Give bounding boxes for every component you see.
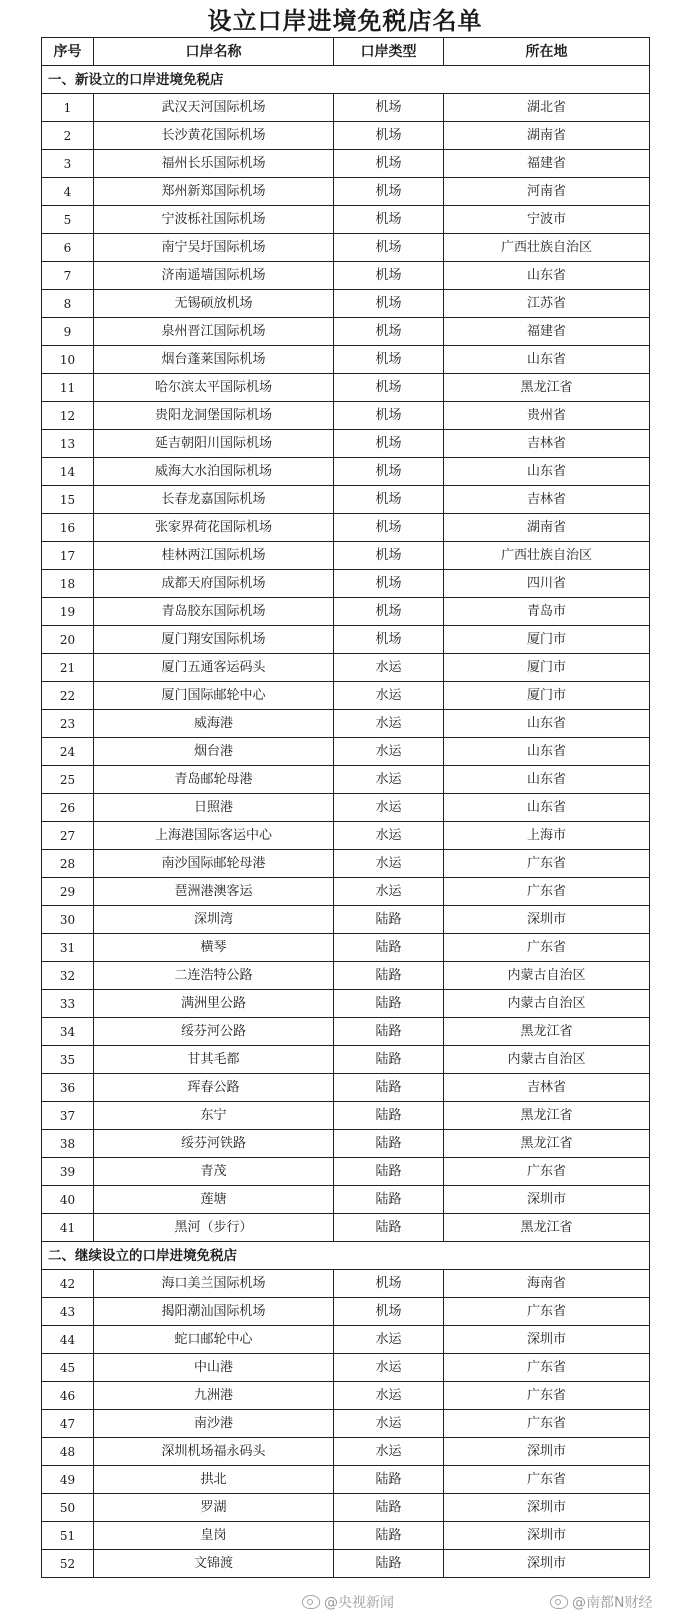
cell-location: 山东省 [444, 458, 650, 486]
cell-port-name: 皇岗 [94, 1522, 334, 1550]
table-row [42, 1074, 650, 1102]
cell-location: 广东省 [444, 1354, 650, 1382]
cell-location: 山东省 [444, 766, 650, 794]
cell-port-type: 机场 [334, 206, 444, 234]
table-row [42, 178, 650, 206]
section-label: 二、继续设立的口岸进境免税店 [42, 1242, 650, 1270]
cell-location: 山东省 [444, 262, 650, 290]
cell-location: 青岛市 [444, 598, 650, 626]
cell-seq: 37 [42, 1102, 94, 1130]
table-row [42, 934, 650, 962]
section-label: 一、新设立的口岸进境免税店 [42, 66, 650, 94]
cell-seq: 3 [42, 150, 94, 178]
cell-location: 福建省 [444, 150, 650, 178]
cell-seq: 21 [42, 654, 94, 682]
cell-location: 厦门市 [444, 682, 650, 710]
cell-port-type: 机场 [334, 346, 444, 374]
cell-location: 厦门市 [444, 654, 650, 682]
table-row [42, 570, 650, 598]
cell-seq: 5 [42, 206, 94, 234]
cell-seq: 43 [42, 1298, 94, 1326]
cell-port-name: 烟台港 [94, 738, 334, 766]
cell-port-type: 陆路 [334, 1102, 444, 1130]
cell-location: 山东省 [444, 346, 650, 374]
cell-port-type: 机场 [334, 570, 444, 598]
table-row [42, 962, 650, 990]
weibo-icon [550, 1595, 568, 1609]
table-row [42, 1382, 650, 1410]
cell-location: 广东省 [444, 1466, 650, 1494]
cell-port-type: 陆路 [334, 990, 444, 1018]
table-row [42, 542, 650, 570]
cell-port-type: 机场 [334, 262, 444, 290]
cell-seq: 20 [42, 626, 94, 654]
table-row [42, 122, 650, 150]
cell-port-type: 水运 [334, 682, 444, 710]
cell-port-type: 机场 [334, 290, 444, 318]
cell-location: 广西壮族自治区 [444, 542, 650, 570]
cell-location: 广东省 [444, 1382, 650, 1410]
cell-location: 黑龙江省 [444, 374, 650, 402]
cell-seq: 10 [42, 346, 94, 374]
cell-port-type: 水运 [334, 1326, 444, 1354]
table-row [42, 1326, 650, 1354]
table-row [42, 1186, 650, 1214]
cell-seq: 50 [42, 1494, 94, 1522]
cell-port-type: 水运 [334, 654, 444, 682]
cell-location: 深圳市 [444, 1326, 650, 1354]
cell-location: 深圳市 [444, 1438, 650, 1466]
table-row [42, 738, 650, 766]
cell-port-type: 机场 [334, 318, 444, 346]
cell-seq: 22 [42, 682, 94, 710]
cell-seq: 41 [42, 1214, 94, 1242]
cell-seq: 42 [42, 1270, 94, 1298]
table-row [42, 682, 650, 710]
cell-seq: 8 [42, 290, 94, 318]
cell-location: 海南省 [444, 1270, 650, 1298]
cell-port-type: 陆路 [334, 1130, 444, 1158]
cell-location: 湖南省 [444, 514, 650, 542]
cell-location: 湖南省 [444, 122, 650, 150]
table-row [42, 1522, 650, 1550]
cell-port-name: 武汉天河国际机场 [94, 94, 334, 122]
cell-location: 深圳市 [444, 1550, 650, 1578]
table-row [42, 1130, 650, 1158]
table-row [42, 822, 650, 850]
cell-port-type: 陆路 [334, 906, 444, 934]
cell-port-name: 深圳机场福永码头 [94, 1438, 334, 1466]
cell-port-name: 无锡硕放机场 [94, 290, 334, 318]
cell-port-type: 陆路 [334, 1494, 444, 1522]
cell-port-name: 厦门五通客运码头 [94, 654, 334, 682]
cell-seq: 23 [42, 710, 94, 738]
watermark-nandu [550, 1591, 652, 1613]
cell-seq: 46 [42, 1382, 94, 1410]
cell-seq: 4 [42, 178, 94, 206]
cell-seq: 30 [42, 906, 94, 934]
table-row [42, 1270, 650, 1298]
cell-port-name: 宁波栎社国际机场 [94, 206, 334, 234]
cell-port-type: 机场 [334, 150, 444, 178]
cell-port-name: 蛇口邮轮中心 [94, 1326, 334, 1354]
cell-port-name: 琶洲港澳客运 [94, 878, 334, 906]
cell-seq: 36 [42, 1074, 94, 1102]
cell-port-name: 绥芬河公路 [94, 1018, 334, 1046]
cell-location: 山东省 [444, 738, 650, 766]
cell-port-type: 陆路 [334, 934, 444, 962]
cell-seq: 34 [42, 1018, 94, 1046]
header-seq: 序号 [42, 38, 94, 66]
cell-port-type: 机场 [334, 486, 444, 514]
table-row [42, 710, 650, 738]
cell-port-type: 机场 [334, 458, 444, 486]
cell-seq: 19 [42, 598, 94, 626]
cell-port-name: 满洲里公路 [94, 990, 334, 1018]
cell-location: 上海市 [444, 822, 650, 850]
table-header-row [42, 38, 650, 66]
header-port-name: 口岸名称 [94, 38, 334, 66]
cell-seq: 25 [42, 766, 94, 794]
cell-seq: 26 [42, 794, 94, 822]
cell-location: 内蒙古自治区 [444, 990, 650, 1018]
cell-port-name: 九洲港 [94, 1382, 334, 1410]
cell-seq: 44 [42, 1326, 94, 1354]
table-row [42, 430, 650, 458]
cell-seq: 29 [42, 878, 94, 906]
cell-port-name: 烟台蓬莱国际机场 [94, 346, 334, 374]
cell-port-name: 拱北 [94, 1466, 334, 1494]
cell-port-name: 深圳湾 [94, 906, 334, 934]
cell-port-type: 机场 [334, 430, 444, 458]
cell-location: 宁波市 [444, 206, 650, 234]
cell-seq: 31 [42, 934, 94, 962]
cell-port-name: 青岛邮轮母港 [94, 766, 334, 794]
table-body [42, 66, 650, 1578]
cell-port-name: 成都天府国际机场 [94, 570, 334, 598]
cell-location: 四川省 [444, 570, 650, 598]
table-row [42, 598, 650, 626]
cell-port-type: 陆路 [334, 1046, 444, 1074]
cell-seq: 24 [42, 738, 94, 766]
cell-port-type: 陆路 [334, 1214, 444, 1242]
cell-seq: 11 [42, 374, 94, 402]
cell-port-name: 济南遥墙国际机场 [94, 262, 334, 290]
cell-seq: 9 [42, 318, 94, 346]
table-row [42, 234, 650, 262]
cell-port-name: 文锦渡 [94, 1550, 334, 1578]
cell-location: 广西壮族自治区 [444, 234, 650, 262]
cell-port-name: 揭阳潮汕国际机场 [94, 1298, 334, 1326]
cell-location: 厦门市 [444, 626, 650, 654]
cell-port-name: 贵阳龙洞堡国际机场 [94, 402, 334, 430]
table-row [42, 1494, 650, 1522]
table-row [42, 1550, 650, 1578]
cell-port-name: 威海港 [94, 710, 334, 738]
cell-port-name: 绥芬河铁路 [94, 1130, 334, 1158]
cell-location: 吉林省 [444, 486, 650, 514]
cell-port-name: 南沙港 [94, 1410, 334, 1438]
watermark-text: @央视新闻 [324, 1595, 394, 1611]
table-row [42, 1214, 650, 1242]
cell-seq: 13 [42, 430, 94, 458]
cell-port-type: 机场 [334, 598, 444, 626]
header-port-type: 口岸类型 [334, 38, 444, 66]
cell-port-type: 水运 [334, 1438, 444, 1466]
cell-location: 黑龙江省 [444, 1130, 650, 1158]
cell-port-name: 横琴 [94, 934, 334, 962]
cell-location: 广东省 [444, 934, 650, 962]
table-row [42, 1298, 650, 1326]
cell-port-name: 南沙国际邮轮母港 [94, 850, 334, 878]
table-row [42, 850, 650, 878]
cell-port-type: 陆路 [334, 1018, 444, 1046]
cell-port-name: 郑州新郑国际机场 [94, 178, 334, 206]
cell-port-type: 陆路 [334, 1186, 444, 1214]
table-row [42, 794, 650, 822]
cell-port-name: 珲春公路 [94, 1074, 334, 1102]
cell-seq: 49 [42, 1466, 94, 1494]
cell-port-name: 青岛胶东国际机场 [94, 598, 334, 626]
cell-seq: 16 [42, 514, 94, 542]
cell-port-name: 青茂 [94, 1158, 334, 1186]
cell-port-type: 机场 [334, 234, 444, 262]
watermark-cctv [302, 1591, 394, 1613]
cell-port-name: 厦门国际邮轮中心 [94, 682, 334, 710]
cell-port-type: 陆路 [334, 1550, 444, 1578]
table-row [42, 1438, 650, 1466]
cell-location: 深圳市 [444, 1186, 650, 1214]
cell-location: 湖北省 [444, 94, 650, 122]
cell-port-type: 陆路 [334, 1074, 444, 1102]
cell-port-name: 日照港 [94, 794, 334, 822]
table-row [42, 346, 650, 374]
cell-seq: 15 [42, 486, 94, 514]
table-row [42, 990, 650, 1018]
cell-port-type: 陆路 [334, 1158, 444, 1186]
cell-location: 深圳市 [444, 1522, 650, 1550]
cell-port-type: 机场 [334, 626, 444, 654]
cell-location: 山东省 [444, 794, 650, 822]
cell-port-name: 哈尔滨太平国际机场 [94, 374, 334, 402]
cell-seq: 27 [42, 822, 94, 850]
table-row [42, 458, 650, 486]
cell-port-type: 水运 [334, 738, 444, 766]
cell-seq: 32 [42, 962, 94, 990]
cell-location: 吉林省 [444, 1074, 650, 1102]
table-row [42, 1102, 650, 1130]
cell-seq: 52 [42, 1550, 94, 1578]
cell-port-type: 水运 [334, 850, 444, 878]
cell-seq: 47 [42, 1410, 94, 1438]
cell-seq: 35 [42, 1046, 94, 1074]
table-row [42, 626, 650, 654]
cell-port-name: 厦门翔安国际机场 [94, 626, 334, 654]
cell-seq: 45 [42, 1354, 94, 1382]
table-row [42, 1046, 650, 1074]
cell-location: 黑龙江省 [444, 1214, 650, 1242]
table-row [42, 1466, 650, 1494]
cell-port-type: 水运 [334, 1382, 444, 1410]
cell-seq: 28 [42, 850, 94, 878]
table-row [42, 1018, 650, 1046]
cell-port-type: 机场 [334, 1298, 444, 1326]
section-row [42, 1242, 650, 1270]
cell-port-type: 水运 [334, 878, 444, 906]
cell-port-type: 水运 [334, 710, 444, 738]
watermark-text: @南都N财经 [572, 1595, 653, 1611]
cell-seq: 17 [42, 542, 94, 570]
cell-seq: 48 [42, 1438, 94, 1466]
cell-location: 广东省 [444, 1158, 650, 1186]
cell-location: 广东省 [444, 1410, 650, 1438]
cell-seq: 40 [42, 1186, 94, 1214]
cell-port-name: 福州长乐国际机场 [94, 150, 334, 178]
cell-location: 黑龙江省 [444, 1018, 650, 1046]
header-location: 所在地 [444, 38, 650, 66]
table-row [42, 906, 650, 934]
table-row [42, 878, 650, 906]
table-row [42, 206, 650, 234]
cell-location: 深圳市 [444, 1494, 650, 1522]
cell-seq: 12 [42, 402, 94, 430]
cell-location: 山东省 [444, 710, 650, 738]
cell-location: 广东省 [444, 878, 650, 906]
cell-port-type: 机场 [334, 374, 444, 402]
cell-port-name: 张家界荷花国际机场 [94, 514, 334, 542]
table-row [42, 402, 650, 430]
cell-port-name: 长沙黄花国际机场 [94, 122, 334, 150]
cell-seq: 7 [42, 262, 94, 290]
table-row [42, 318, 650, 346]
table-row [42, 1354, 650, 1382]
cell-location: 广东省 [444, 850, 650, 878]
cell-seq: 14 [42, 458, 94, 486]
cell-seq: 33 [42, 990, 94, 1018]
cell-port-type: 水运 [334, 822, 444, 850]
cell-seq: 18 [42, 570, 94, 598]
cell-port-type: 陆路 [334, 1466, 444, 1494]
cell-port-name: 泉州晋江国际机场 [94, 318, 334, 346]
cell-port-type: 机场 [334, 178, 444, 206]
cell-location: 内蒙古自治区 [444, 962, 650, 990]
cell-port-type: 水运 [334, 794, 444, 822]
cell-port-type: 机场 [334, 1270, 444, 1298]
cell-port-name: 上海港国际客运中心 [94, 822, 334, 850]
table-row [42, 654, 650, 682]
cell-port-name: 延吉朝阳川国际机场 [94, 430, 334, 458]
cell-port-name: 莲塘 [94, 1186, 334, 1214]
cell-seq: 38 [42, 1130, 94, 1158]
cell-location: 吉林省 [444, 430, 650, 458]
cell-port-type: 机场 [334, 514, 444, 542]
cell-port-name: 南宁吴圩国际机场 [94, 234, 334, 262]
cell-port-name: 黑河（步行） [94, 1214, 334, 1242]
cell-location: 黑龙江省 [444, 1102, 650, 1130]
cell-port-name: 威海大水泊国际机场 [94, 458, 334, 486]
cell-port-name: 二连浩特公路 [94, 962, 334, 990]
table-row [42, 1410, 650, 1438]
cell-port-type: 陆路 [334, 1522, 444, 1550]
table-row [42, 1158, 650, 1186]
table-row [42, 150, 650, 178]
table-row [42, 262, 650, 290]
cell-location: 广东省 [444, 1298, 650, 1326]
table-row [42, 514, 650, 542]
section-row [42, 66, 650, 94]
cell-location: 贵州省 [444, 402, 650, 430]
cell-port-type: 水运 [334, 766, 444, 794]
table-row [42, 374, 650, 402]
cell-port-type: 机场 [334, 402, 444, 430]
cell-location: 深圳市 [444, 906, 650, 934]
cell-port-name: 桂林两江国际机场 [94, 542, 334, 570]
cell-location: 福建省 [444, 318, 650, 346]
cell-port-type: 水运 [334, 1354, 444, 1382]
cell-port-name: 甘其毛都 [94, 1046, 334, 1074]
table-row [42, 94, 650, 122]
cell-seq: 1 [42, 94, 94, 122]
weibo-icon [302, 1595, 320, 1609]
cell-port-name: 罗湖 [94, 1494, 334, 1522]
cell-location: 江苏省 [444, 290, 650, 318]
cell-seq: 6 [42, 234, 94, 262]
cell-port-type: 机场 [334, 94, 444, 122]
cell-port-name: 东宁 [94, 1102, 334, 1130]
cell-location: 河南省 [444, 178, 650, 206]
cell-port-name: 中山港 [94, 1354, 334, 1382]
cell-location: 内蒙古自治区 [444, 1046, 650, 1074]
document-title: 设立口岸进境免税店名单 [207, 6, 483, 35]
cell-seq: 51 [42, 1522, 94, 1550]
table-row [42, 766, 650, 794]
table-row [42, 290, 650, 318]
cell-port-type: 机场 [334, 122, 444, 150]
table-row [42, 486, 650, 514]
cell-port-name: 海口美兰国际机场 [94, 1270, 334, 1298]
cell-port-type: 水运 [334, 1410, 444, 1438]
duty-free-shop-table [41, 37, 650, 1578]
cell-port-name: 长春龙嘉国际机场 [94, 486, 334, 514]
cell-seq: 39 [42, 1158, 94, 1186]
cell-seq: 2 [42, 122, 94, 150]
cell-port-type: 机场 [334, 542, 444, 570]
cell-port-type: 陆路 [334, 962, 444, 990]
